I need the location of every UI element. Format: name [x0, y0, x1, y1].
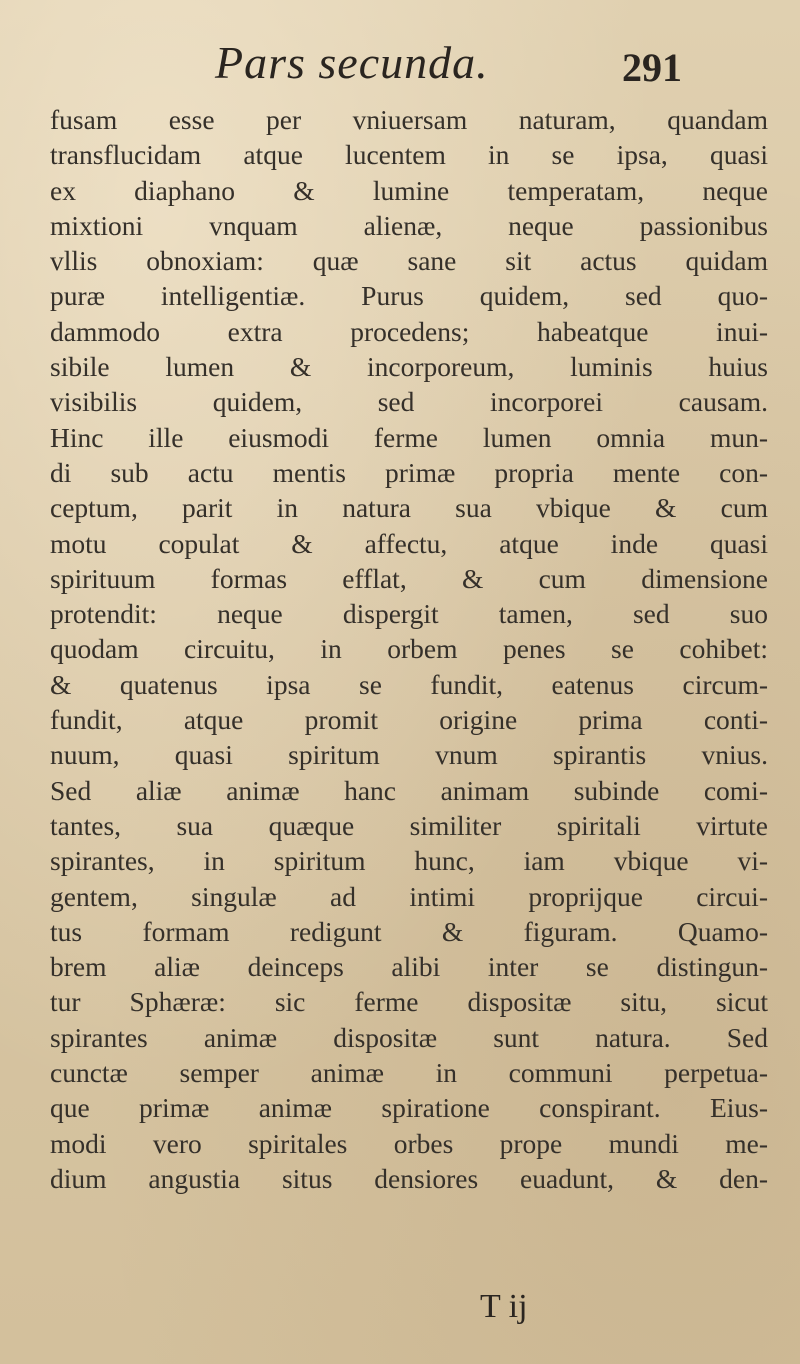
text-line: Hinc ille eiusmodi ferme lumen omnia mun- [50, 421, 768, 453]
signature-mark: T ij [480, 1288, 528, 1325]
running-head: Pars secunda. [215, 37, 489, 88]
text-line: di sub actu mentis primæ propria mente con- [50, 456, 768, 488]
text-line: fusam esse per vniuersam naturam, quandam [50, 104, 768, 135]
page-number: 291 [622, 45, 682, 90]
page-header [0, 36, 800, 96]
text-line: spirituum formas efflat, & cum dimensione [50, 562, 768, 594]
text-line: Sed aliæ animæ hanc animam subinde comi- [50, 774, 768, 806]
text-line: motu copulat & affectu, atque inde quasi [50, 527, 768, 559]
text-line: cunctæ semper animæ in communi perpetua- [50, 1057, 768, 1089]
text-line: fundit, atque promit origine prima conti- [50, 704, 768, 736]
text-line: puræ intelligentiæ. Purus quidem, sed quo- [50, 280, 768, 312]
text-line: que primæ animæ spiratione conspirant. Eius- [50, 1092, 768, 1124]
text-line: modi vero spiritales orbes prope mundi me- [50, 1127, 768, 1159]
text-line: mixtioni vnquam alienæ, neque passionibus [50, 209, 768, 241]
text-line: protendit: neque dispergit tamen, sed suo [50, 598, 768, 630]
page-footer [0, 1288, 800, 1328]
text-line: sibile lumen & incorporeum, luminis huius [50, 351, 768, 383]
text-line: ceptum, parit in natura sua vbique & cum [50, 492, 768, 524]
text-line: quodam circuitu, in orbem penes se cohibet: [50, 633, 768, 665]
text-line: dammodo extra procedens; habeatque inui- [50, 315, 768, 347]
text-line: spirantes, in spiritum hunc, iam vbique vi- [50, 845, 768, 877]
text-line: brem aliæ deinceps alibi inter se distingun- [50, 951, 768, 983]
text-line: ex diaphano & lumine temperatam, neque [50, 174, 768, 206]
text-line: tantes, sua quæque similiter spiritali virtute [50, 809, 768, 841]
text-line: visibilis quidem, sed incorporei causam. [50, 386, 768, 418]
text-line: spirantes animæ dispositæ sunt natura. Sed [50, 1021, 768, 1053]
body-text [50, 102, 768, 1196]
text-line: dium angustia situs densiores euadunt, & den- [50, 1162, 768, 1194]
text-line: gentem, singulæ ad intimi proprijque circui- [50, 880, 768, 912]
text-line: tus formam redigunt & figuram. Quamo- [50, 915, 768, 947]
text-line: transflucidam atque lucentem in se ipsa, quasi [50, 139, 768, 171]
text-line: nuum, quasi spiritum vnum spirantis vnius. [50, 739, 768, 771]
text-line: & quatenus ipsa se fundit, eatenus circum- [50, 668, 768, 700]
text-line: tur Sphæræ: sic ferme dispositæ situ, sicut [50, 986, 768, 1018]
text-line: vllis obnoxiam: quæ sane sit actus quidam [50, 245, 768, 277]
